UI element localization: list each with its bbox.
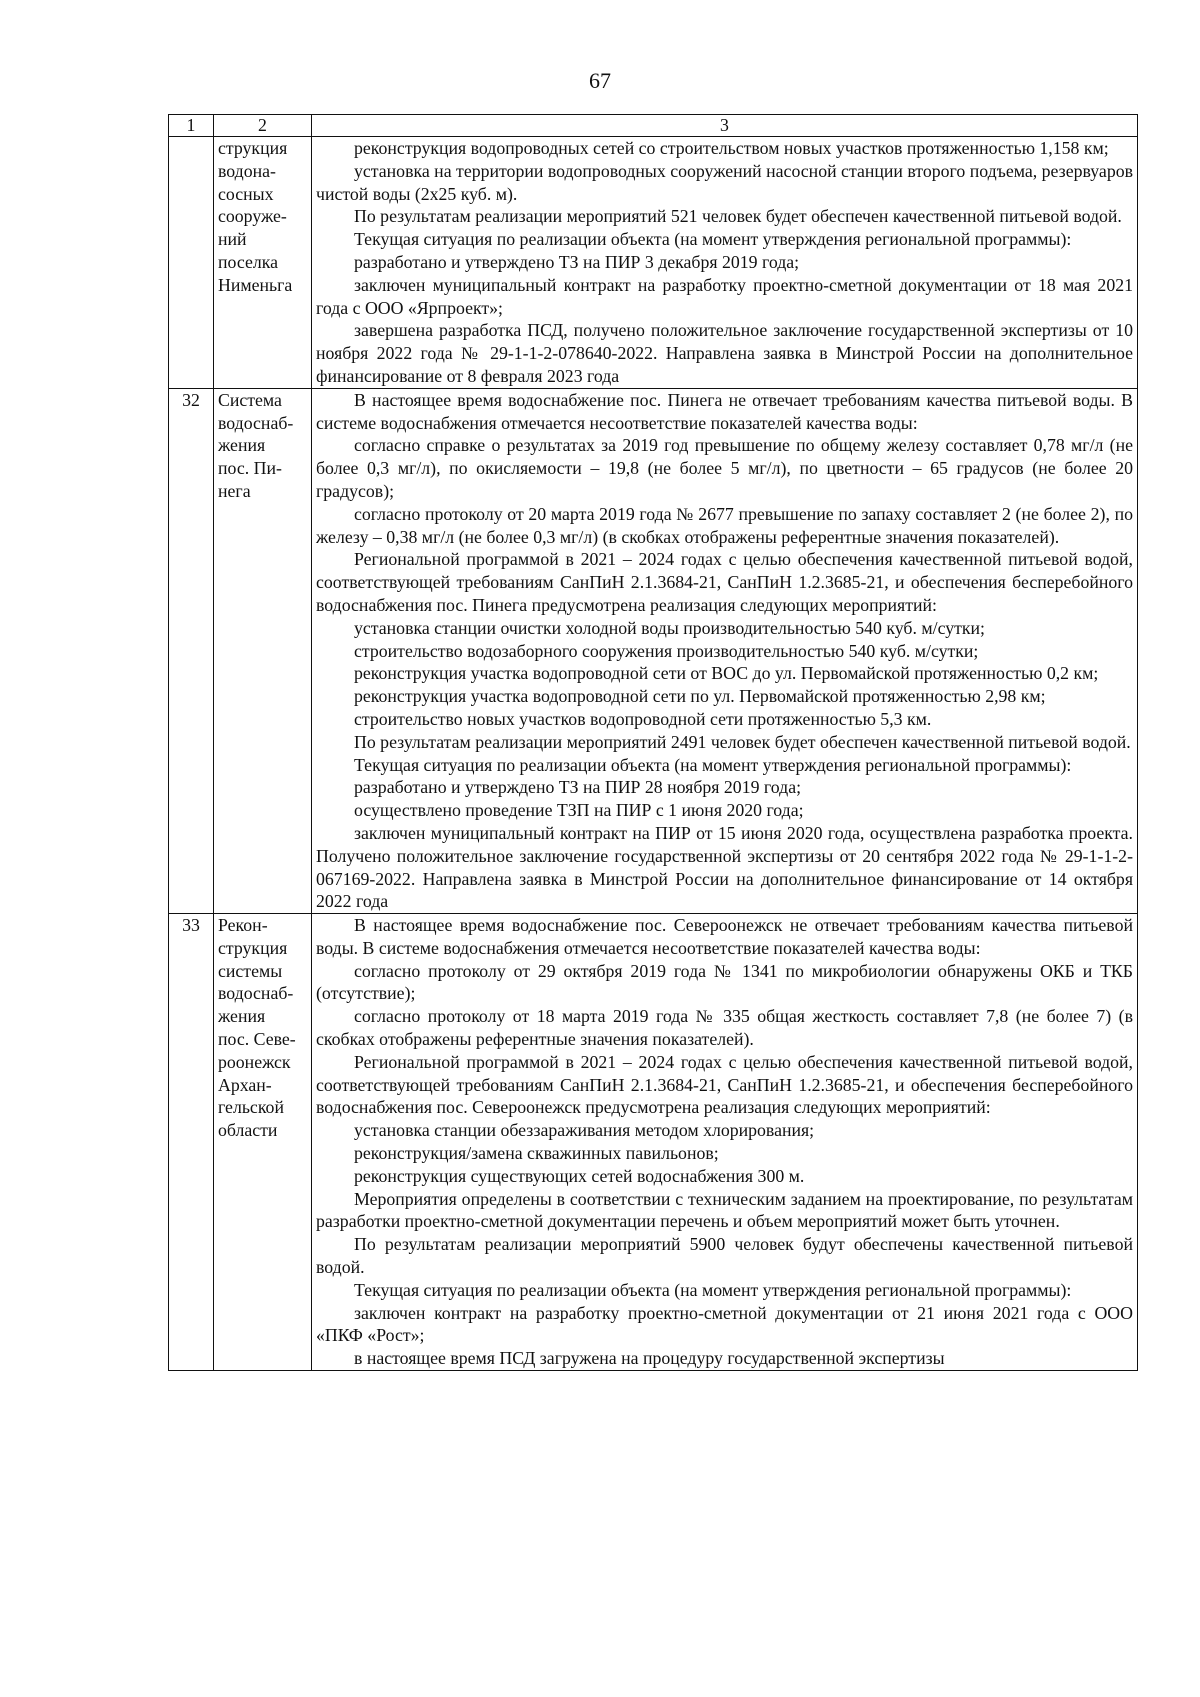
table-row	[169, 388, 1138, 913]
description-cell	[312, 388, 1138, 913]
row-number: 32	[169, 388, 214, 913]
description-paragraph: установка на территории водопроводных сооружений насосной станции второго подъема, резервуаров чистой воды (2х25 куб. м).	[316, 160, 1133, 204]
description-paragraph: строительство водозаборного сооружения производительностью 540 куб. м/сутки;	[354, 640, 979, 661]
description-paragraph: установка станции очистки холодной воды производительностью 540 куб. м/сутки;	[354, 617, 985, 638]
description-paragraph: Текущая ситуация по реализации объекта (на момент утверждения региональной программы):	[354, 1279, 1072, 1300]
object-name-cell	[214, 137, 312, 389]
object-name-line: Архан-	[218, 1074, 272, 1095]
object-name-line: жения	[218, 1006, 266, 1027]
object-name-line: сооруже-	[218, 206, 287, 227]
description-paragraph: согласно протоколу от 18 марта 2019 года № 335 общая жесткость составляет 7,8 (не более 7) (в скобках отображены референтные значения показателей).	[316, 1006, 1133, 1050]
object-name-line: поселка	[218, 251, 278, 272]
description-cell	[312, 914, 1138, 1371]
header-col-2: 2	[214, 115, 312, 137]
description-paragraph: согласно протоколу от 20 марта 2019 года № 2677 превышение по запаху составляет 2 (не более 2), по железу – 0,38 мг/л (не более 0,3 мг/л) (в скобках отображены референтные значения показателей).	[316, 503, 1133, 547]
object-name-line: Нименьга	[218, 274, 293, 295]
description-paragraph: По результатам реализации мероприятий 2491 человек будет обеспечен качественной питьевой водой.	[354, 731, 1131, 752]
description-paragraph: реконструкция участка водопроводной сети от ВОС до ул. Первомайской протяженностью 0,2 км;	[354, 663, 1099, 684]
object-name-line: струкция	[218, 138, 288, 158]
description-paragraph: разработано и утверждено ТЗ на ПИР 3 декабря 2019 года;	[354, 251, 800, 272]
description-paragraph: согласно справке о результатах за 2019 год превышение по общему железу составляет 0,78 мг/л (не более 0,3 мг/л), по окисляемости – 19,8 (не более 5 мг/л), по цветности – 65 градусов (не более 20 градусов);	[316, 435, 1133, 501]
description-paragraph: заключен муниципальный контракт на ПИР от 15 июня 2020 года, осуществлена разработка проекта. Получено положительное заключение государственной экспертизы от 20 сентября 2022 года № 29-1-1-2-067169-2022. Направлена заявка в Минстрой России на дополнительное финансирование от 14 октября 2022 года	[316, 822, 1133, 912]
object-name-line: жения	[218, 435, 266, 456]
description-paragraph: Региональной программой в 2021 – 2024 годах с целью обеспечения качественной питьевой водой, соответствующей требованиям СанПиН 2.1.3684-21, СанПиН 1.2.3685-21, и обеспечения бесперебойного водоснабжения пос. Североонежск предусмотрена реализация следующих мероприятий:	[316, 1051, 1133, 1118]
table-row	[169, 137, 1138, 389]
object-name-line: пос. Севе-	[218, 1029, 296, 1050]
description-paragraph: заключен контракт на разработку проектно-сметной документации от 21 июня 2021 года с ООО «ПКФ «Рост»;	[316, 1302, 1133, 1346]
row-number: 33	[169, 914, 214, 1371]
description-paragraph: согласно протоколу от 29 октября 2019 года № 1341 по микробиологии обнаружены ОКБ и ТКБ (отсутствие);	[316, 960, 1133, 1004]
description-paragraph: По результатам реализации мероприятий 521 человек будет обеспечен качественной питьевой водой.	[354, 206, 1122, 227]
description-paragraph: В настоящее время водоснабжение пос. Пинега не отвечает требованиям качества питьевой воды. В системе водоснабжения отмечается несоответствие показателей качества воды:	[316, 389, 1133, 433]
object-name-line: сосных	[218, 183, 274, 204]
description-paragraph: По результатам реализации мероприятий 5900 человек будут обеспечены качественной питьевой водой.	[316, 1234, 1133, 1278]
table-body	[169, 137, 1138, 1371]
description-paragraph: Текущая ситуация по реализации объекта (на момент утверждения региональной программы):	[354, 754, 1072, 775]
description-paragraph: В настоящее время водоснабжение пос. Североонежск не отвечает требованиям качества питьевой воды. В системе водоснабжения отмечается несоответствие показателей качества воды:	[316, 915, 1133, 958]
description-cell	[312, 137, 1138, 389]
description-paragraph: Региональной программой в 2021 – 2024 годах с целью обеспечения качественной питьевой водой, соответствующей требованиям СанПиН 2.1.3684-21, СанПиН 1.2.3685-21, и обеспечения бесперебойного водоснабжения пос. Пинега предусмотрена реализация следующих мероприятий:	[316, 549, 1133, 615]
description-paragraph: реконструкция существующих сетей водоснабжения 300 м.	[354, 1165, 805, 1186]
object-name-line: Рекон-	[218, 915, 268, 936]
object-name-line: струкция	[218, 937, 288, 958]
object-name-line: роонежск	[218, 1051, 291, 1072]
description-paragraph: завершена разработка ПСД, получено положительное заключение государственной экспертизы от 10 ноября 2022 года № 29-1-1-2-078640-2022. Направлена заявка в Минстрой России на дополнительное финансирование от 8 февраля 2023 года	[316, 320, 1133, 386]
object-name-line: области	[218, 1120, 278, 1141]
object-name-line: водоснаб-	[218, 412, 294, 433]
object-name-cell	[214, 914, 312, 1371]
measures-table	[168, 114, 1138, 1371]
object-name-line: водоснаб-	[218, 983, 294, 1004]
object-name-line: системы	[218, 960, 283, 981]
table-row	[169, 914, 1138, 1371]
description-paragraph: строительство новых участков водопроводной сети протяженностью 5,3 км.	[354, 708, 932, 729]
object-name-line: пос. Пи-	[218, 458, 282, 479]
description-paragraph: реконструкция/замена скважинных павильонов;	[354, 1143, 719, 1164]
object-name-line: водона-	[218, 160, 276, 181]
description-paragraph: Текущая ситуация по реализации объекта (на момент утверждения региональной программы):	[354, 229, 1072, 250]
header-col-1: 1	[169, 115, 214, 137]
description-paragraph: Мероприятия определены в соответствии с техническим заданием на проектирование, по результатам разработки проектно-сметной документации перечень и объем мероприятий может быть уточнен.	[316, 1188, 1133, 1232]
object-name-line: нега	[218, 480, 251, 501]
object-name-line: Система	[218, 389, 282, 410]
description-paragraph: в настоящее время ПСД загружена на процедуру государственной экспертизы	[354, 1348, 945, 1369]
object-name-line: гельской	[218, 1097, 284, 1118]
header-col-3: 3	[312, 115, 1138, 137]
object-name-line: ний	[218, 229, 247, 250]
description-paragraph: реконструкция водопроводных сетей со строительством новых участков протяженностью 1,158 км;	[354, 138, 1109, 158]
description-paragraph: заключен муниципальный контракт на разработку проектно-сметной документации от 18 мая 2021 года с ООО «Ярпроект»;	[316, 274, 1133, 318]
description-paragraph: осуществлено проведение ТЗП на ПИР с 1 июня 2020 года;	[354, 800, 804, 821]
row-number	[169, 137, 214, 389]
description-paragraph: разработано и утверждено ТЗ на ПИР 28 ноября 2019 года;	[354, 777, 802, 798]
object-name-cell	[214, 388, 312, 913]
table-header-row	[169, 115, 1138, 137]
page-number: 67	[589, 68, 611, 93]
description-paragraph: реконструкция участка водопроводной сети по ул. Первомайской протяженностью 2,98 км;	[354, 686, 1046, 707]
description-paragraph: установка станции обеззараживания методом хлорирования;	[354, 1120, 815, 1141]
